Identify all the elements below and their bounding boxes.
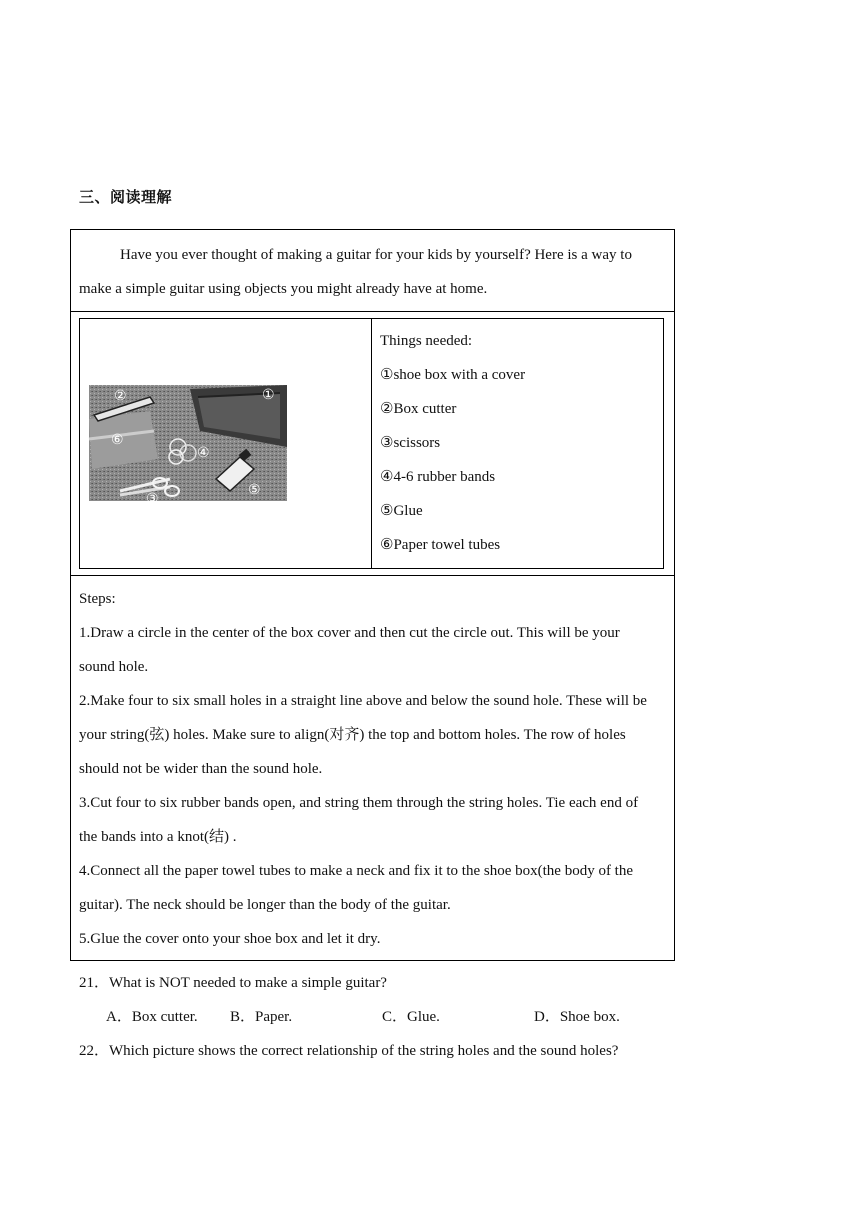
figure-label-5: ⑤: [248, 483, 261, 498]
steps-cell: [79, 582, 662, 956]
steps-heading: Steps:: [79, 591, 116, 607]
intro-line-1: Have you ever thought of making a guitar for your kids by yourself? Here is a way to: [120, 247, 632, 263]
materials-picture-cell: [80, 319, 372, 568]
step-line: the bands into a knot(结) .: [79, 829, 237, 845]
figure-label-6: ⑥: [111, 433, 124, 448]
list-item: ⑤Glue: [380, 503, 423, 519]
step-line: 1.Draw a circle in the center of the box cover and then cut the circle out. This will be your: [79, 625, 620, 641]
things-needed-table: [79, 318, 664, 569]
step-line: your string(弦) holes. Make sure to align(对齐) the top and bottom holes. The row of holes: [79, 727, 626, 743]
list-item: ③scissors: [380, 435, 441, 451]
step-line: 5.Glue the cover onto your shoe box and let it dry.: [79, 931, 381, 947]
figure-label-2: ②: [114, 389, 127, 404]
step-line: 4.Connect all the paper towel tubes to make a neck and fix it to the shoe box(the body of the: [79, 863, 634, 879]
section-title: 三、阅读理解: [79, 188, 173, 206]
question-22: 22．Which picture shows the correct relationship of the string holes and the sound holes?: [79, 1043, 619, 1059]
option-d[interactable]: D．Shoe box.: [534, 1009, 620, 1025]
list-item: ④4-6 rubber bands: [380, 469, 496, 485]
list-item: ①shoe box with a cover: [380, 367, 526, 383]
figure-label-3: ③: [146, 492, 159, 507]
things-needed-list: [372, 319, 663, 568]
option-a[interactable]: A．Box cutter.: [106, 1009, 198, 1025]
things-needed-heading: Things needed:: [380, 333, 473, 349]
passage-table: [70, 229, 675, 961]
intro-line-2: make a simple guitar using objects you might already have at home.: [79, 281, 488, 297]
step-line: 3.Cut four to six rubber bands open, and string them through the string holes. Tie each end of: [79, 795, 639, 811]
question-21: 21．What is NOT needed to make a simple guitar?: [79, 975, 387, 991]
list-item: ②Box cutter: [380, 401, 457, 417]
intro-cell: [71, 230, 674, 312]
step-line: guitar). The neck should be longer than the body of the guitar.: [79, 897, 451, 913]
list-item: ⑥Paper towel tubes: [380, 537, 501, 553]
table-divider: [71, 575, 674, 576]
option-c[interactable]: C．Glue.: [382, 1009, 440, 1025]
figure-label-4: ④: [197, 446, 210, 461]
option-b[interactable]: B．Paper.: [230, 1009, 293, 1025]
step-line: 2.Make four to six small holes in a straight line above and below the sound hole. These will be: [79, 693, 647, 709]
figure-label-1: ①: [262, 388, 275, 403]
step-line: sound hole.: [79, 659, 149, 675]
step-line: should not be wider than the sound hole.: [79, 761, 323, 777]
